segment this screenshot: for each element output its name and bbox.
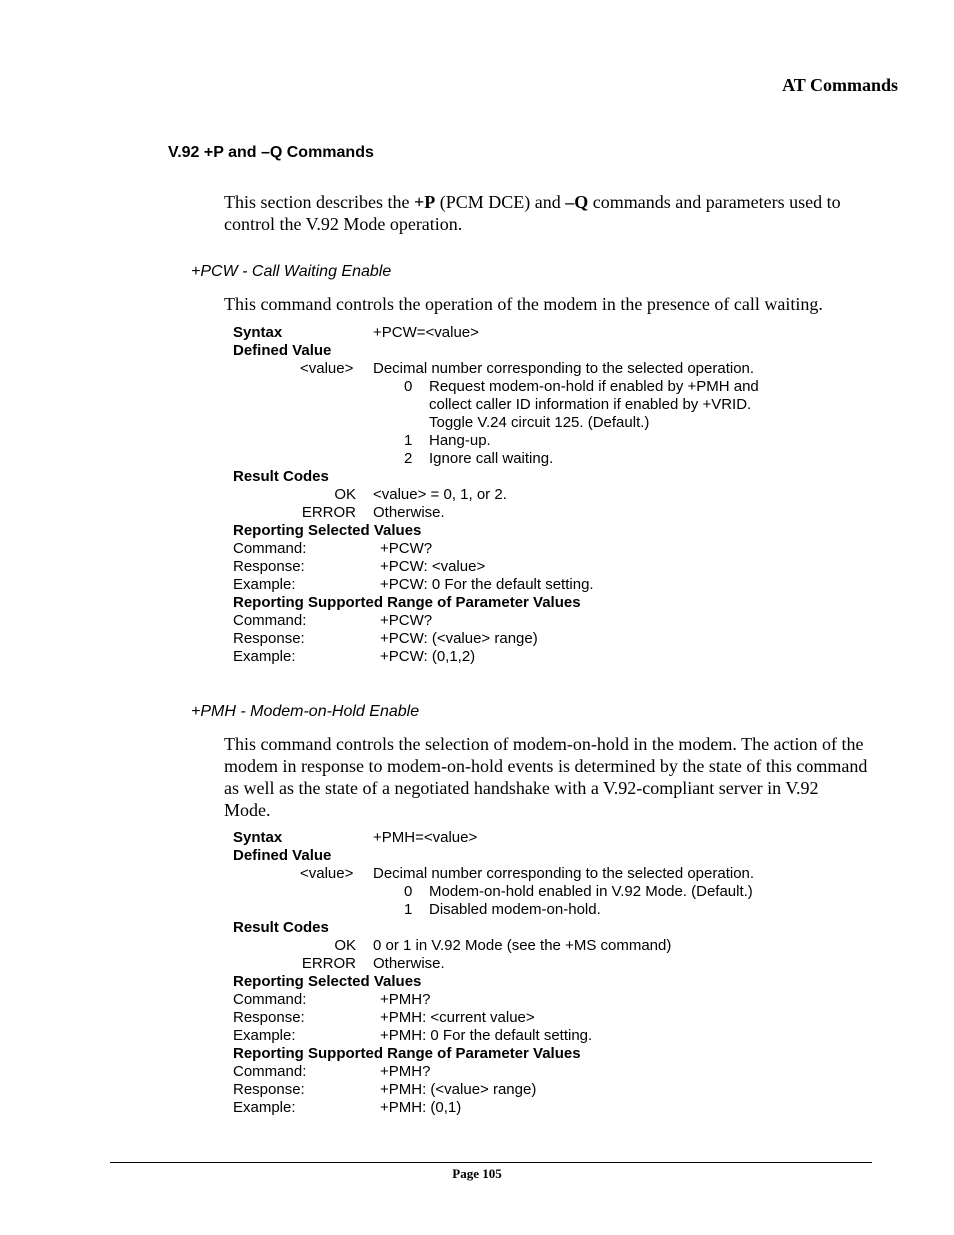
pcw-reporting-selected-label: Reporting Selected Values (233, 522, 422, 539)
pmh-syntax: +PMH=<value> (373, 829, 478, 846)
pcw-reporting-selected-row: Response: +PCW: <value> (233, 558, 486, 575)
pcw-reporting-range-row: Command: +PCW? (233, 612, 433, 629)
pmh-description-line: Mode. (224, 800, 271, 820)
footer-divider (110, 1162, 872, 1163)
pmh-reporting-range-row: Command: +PMH? (233, 1063, 431, 1080)
pmh-heading: +PMH - Modem-on-Hold Enable (191, 703, 420, 720)
pmh-reporting-selected-row: Response: +PMH: <current value> (233, 1009, 535, 1026)
section-intro-line-2: control the V.92 Mode operation. (224, 214, 463, 234)
pmh-reporting-selected-row: Example: +PMH: 0 For the default setting. (233, 1027, 593, 1044)
pmh-value-key: <value> (300, 865, 354, 882)
pcw-result-code: OK <value> = 0, 1, or 2. (334, 486, 507, 503)
minus-q-command: –Q (565, 192, 589, 212)
page-number: Page 105 (452, 1166, 502, 1181)
pmh-result-code: ERROR Otherwise. (301, 955, 445, 972)
pcw-syntax: +PCW=<value> (373, 324, 479, 341)
pcw-option: Toggle V.24 circuit 125. (Default.) (429, 414, 650, 431)
pmh-description-line: as well as the state of a negotiated handshake with a V.92-compliant server in V.92 (224, 778, 819, 798)
pcw-reporting-range-label: Reporting Supported Range of Parameter Values (233, 594, 581, 611)
pmh-result-code: OK 0 or 1 in V.92 Mode (see the +MS command) (334, 937, 672, 954)
pmh-value-desc: Decimal number corresponding to the selected operation. (373, 865, 755, 882)
pcw-option: 2 Ignore call waiting. (404, 450, 554, 467)
pcw-option: 0 Request modem-on-hold if enabled by +PMH and (404, 378, 759, 395)
pcw-reporting-range-row: Example: +PCW: (0,1,2) (233, 648, 476, 665)
pmh-syntax-label: Syntax (233, 829, 283, 846)
pmh-description (224, 733, 896, 821)
pcw-option: collect caller ID information if enabled by +VRID. (429, 396, 752, 413)
pcw-reporting-selected-row: Command: +PCW? (233, 540, 433, 557)
pmh-option: 1 Disabled modem-on-hold. (404, 901, 601, 918)
pcw-heading: +PCW - Call Waiting Enable (191, 263, 392, 280)
section-title: V.92 +P and –Q Commands (168, 144, 374, 161)
pcw-reporting-selected-row: Example: +PCW: 0 For the default setting. (233, 576, 594, 593)
pmh-result-codes-label: Result Codes (233, 919, 329, 936)
pcw-description: This command controls the operation of the modem in the presence of call waiting. (224, 294, 823, 314)
section-intro (224, 191, 896, 235)
pmh-reporting-selected-row: Command: +PMH? (233, 991, 431, 1008)
plus-p-command: +P (413, 192, 436, 212)
page-header-title: AT Commands (782, 75, 898, 95)
pmh-defined-value-label: Defined Value (233, 847, 332, 864)
pcw-value-key: <value> (300, 360, 354, 377)
pcw-reporting-range-row: Response: +PCW: (<value> range) (233, 630, 538, 647)
pcw-option: 1 Hang-up. (404, 432, 491, 449)
pmh-option: 0 Modem-on-hold enabled in V.92 Mode. (Default.) (404, 883, 753, 900)
pcw-result-code: ERROR Otherwise. (301, 504, 445, 521)
pmh-spec-block (0, 829, 954, 1117)
pcw-value-desc: Decimal number corresponding to the selected operation. (373, 360, 755, 377)
pcw-spec-block (0, 324, 954, 666)
pmh-reporting-range-row: Response: +PMH: (<value> range) (233, 1081, 537, 1098)
pcw-result-codes-label: Result Codes (233, 468, 329, 485)
pcw-syntax-label: Syntax (233, 324, 283, 341)
pmh-reporting-range-row: Example: +PMH: (0,1) (233, 1099, 462, 1116)
pmh-description-line: modem in response to modem-on-hold events is determined by the state of this command (224, 756, 868, 776)
section-intro-line-1: This section describes the +P (PCM DCE) and –Q commands and parameters used to (224, 192, 841, 212)
pmh-reporting-range-label: Reporting Supported Range of Parameter Values (233, 1045, 581, 1062)
pmh-description-line: This command controls the selection of modem-on-hold in the modem. The action of the (224, 734, 864, 754)
pcw-defined-value-label: Defined Value (233, 342, 332, 359)
pmh-reporting-selected-label: Reporting Selected Values (233, 973, 422, 990)
